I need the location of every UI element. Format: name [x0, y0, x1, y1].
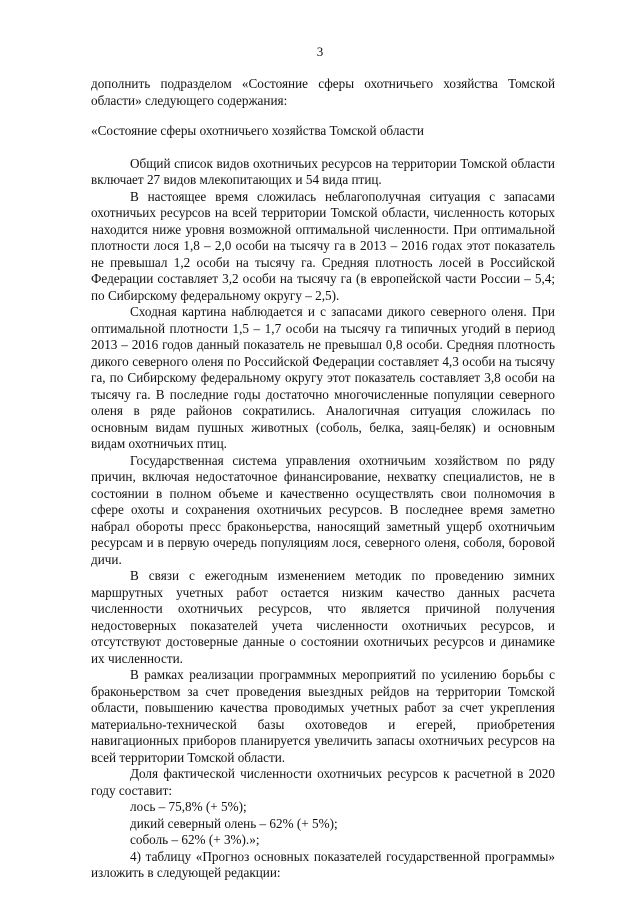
paragraph-share-2020: Доля фактической численности охотничьих ресурсов к расчетной в 2020 году составит: — [91, 766, 555, 798]
paragraph-reindeer-density: Сходная картина наблюдается и с запасами дикого северного оленя. При оптимальной плотности 1,5 – 1,7 особи на тысячу га типичных угодий в период 2013 – 2016 годов данный показатель не превышал 0,8 особи. Средняя плотность дикого северного оленя по Российской Федерации составляет 4,3 особи на тысячу га, по Сибирскому федеральному округу этот показатель составляет 3,8 особи на тысячу га. В последние годы достаточно многочисленные популяции северного оленя в ряде районов сократились. Аналогичная ситуация сложилась по основным видам пушных животных (соболь, белка, заяц-беляк) и основным видам охотничьих птиц. — [91, 304, 555, 451]
paragraph-survey-methods: В связи с ежегодным изменением методик по проведению зимних маршрутных учетных работ остается низким качество данных расчета численности охотничьих ресурсов, что является причиной получения недостоверных показателей учета численности охотничьих ресурсов, и отсутствуют достоверные данные о состоянии охотничьих ресурсов и динамике их численности. — [91, 568, 555, 666]
paragraph-moose-density: В настоящее время сложилась неблагополучная ситуация с запасами охотничьих ресурсов на всей территории Томской области, численность которых находится ниже уровня возможной оптимальной численности. При оптимальной плотности лося 1,8 – 2,0 особи на тысячу га в 2013 – 2016 годах этот показатель не превышал 1,2 особи на тысячу га. Средняя плотность лосей в Российской Федерации составляет 3,2 особи на тысячу га (в европейской части России – 5,4; по Сибирскому федеральному округу – 2,5). — [91, 188, 555, 303]
paragraph-program-measures: В рамках реализации программных мероприятий по усилению борьбы с браконьерством за счет проведения выездных рейдов на территории Томской области, повышению качества проводимых учетных работ за счет укрепления материально-технической базы охотоведов и егерей, приобретения навигационных приборов планируется увеличить запасы охотничьих ресурсов на всей территории Томской области. — [91, 667, 555, 765]
paragraph-forecast-table: 4) таблицу «Прогноз основных показателей государственной программы» изложить в следующей редакции: — [91, 848, 555, 880]
paragraph-management-system: Государственная система управления охотничьим хозяйством по ряду причин, включая недостаточное финансирование, нехватку специалистов, не в состоянии в полном объеме и качественно осуществлять свои полномочия в сфере охоты и сохранения охотничьих ресурсов. В последнее время заметно набрал обороты пресс браконьерства, наносящий заметный ущерб охотничьим ресурсам и в первую очередь популяциям лося, северного оленя, соболя, боровой дичи. — [91, 452, 555, 567]
paragraph-intro: дополнить подразделом «Состояние сферы охотничьего хозяйства Томской области» следующего содержания: — [91, 76, 555, 108]
list-item-reindeer: дикий северный олень – 62% (+ 5%); — [130, 815, 338, 831]
page-number: 3 — [316, 44, 324, 59]
list-item-sable: соболь – 62% (+ 3%).»; — [130, 832, 260, 847]
document-body — [91, 76, 555, 882]
list-item-moose: лось – 75,8% (+ 5%); — [130, 799, 247, 814]
paragraph-species-list: Общий список видов охотничьих ресурсов на территории Томской области включает 27 видов млекопитающих и 54 вида птиц. — [91, 155, 555, 187]
section-title: «Состояние сферы охотничьего хозяйства Томской области — [91, 123, 424, 138]
